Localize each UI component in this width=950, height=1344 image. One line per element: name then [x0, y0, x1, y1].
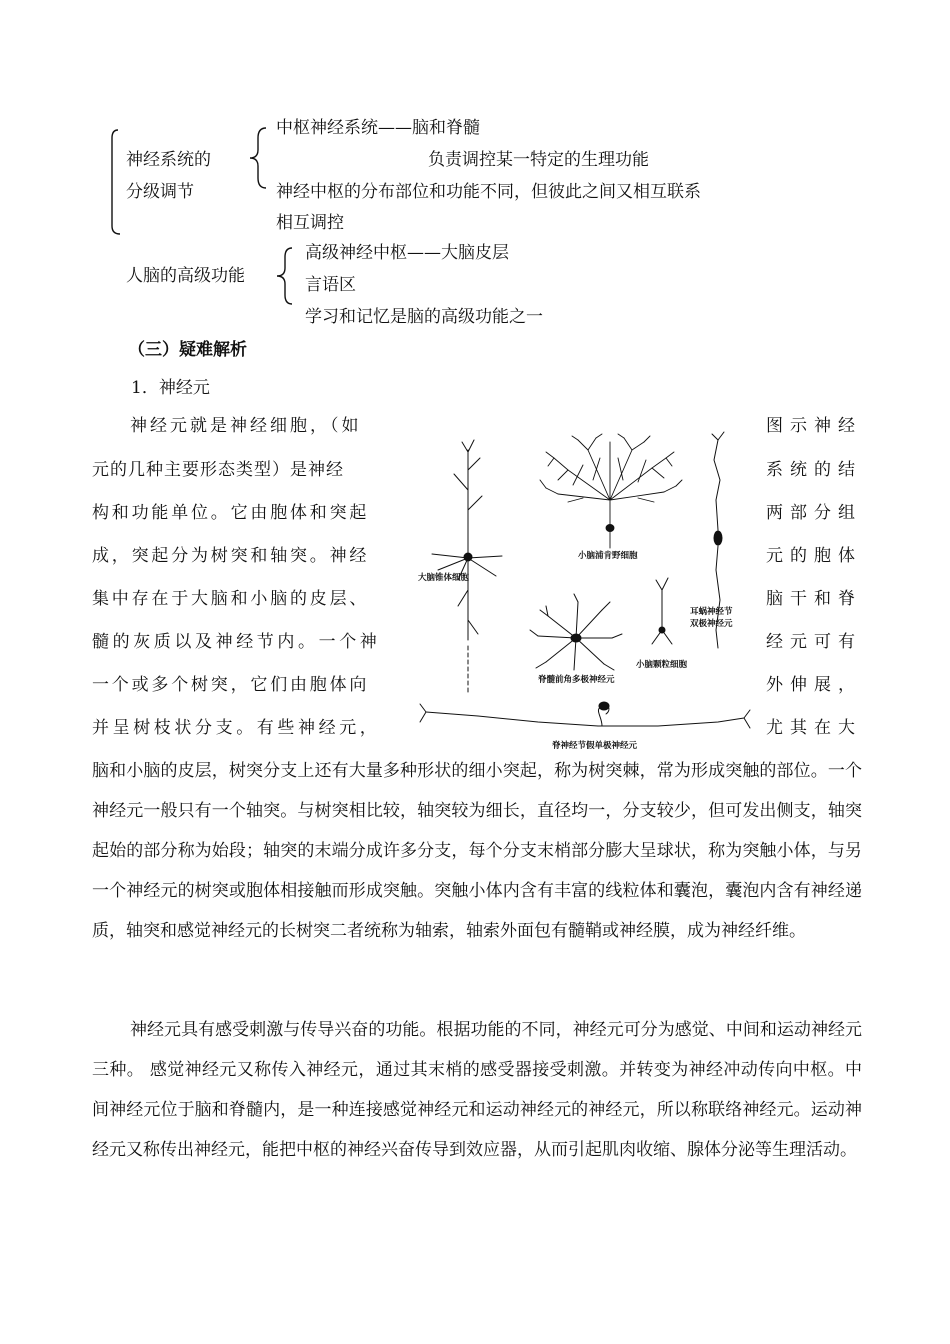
pyramidal-cell	[432, 440, 502, 692]
wrap-right-line-0: 图示神经	[766, 416, 862, 436]
wrap-right-line-6: 外伸展，	[766, 675, 862, 695]
neuron-types-figure	[418, 430, 750, 760]
wrap-left-line-6: 一个或多个树突，它们由胞体向	[92, 675, 370, 695]
paragraph-1-continued: 脑和小脑的皮层，树突分支上还有大量多种形状的细小突起，称为树突棘，常为形成突触的部位。一个神经元一般只有一个轴突。与树突相比较，轴突较为细长，直径均一，分支较少，但可发出侧支，轴突起始的部分称为始段；轴突的末端分成许多分支，每个分支末梢部分膨大呈球状，称为突触小体，与另一个神经元的树突或胞体相接触而形成突触。突触小体内含有丰富的线粒体和囊泡，囊泡内含有神经递质，轴突和感觉神经元的长树突二者统称为轴索，轴索外面包有髓鞘或神经膜，成为神经纤维。	[92, 761, 862, 941]
wrap-left-line-7: 并呈树枝状分支。有些神经元，	[92, 718, 381, 738]
outline-group1-item4-clip	[276, 209, 576, 233]
outline-group2-item2: 言语区	[305, 275, 356, 295]
wrap-right-line-1: 系统的结	[766, 460, 862, 480]
wrap-right-line-4: 脑干和脊	[766, 589, 862, 609]
outline-group2-label: 人脑的高级功能	[126, 266, 245, 286]
wrap-right-line-7: 尤其在大	[766, 718, 862, 738]
wrap-left-line-2: 构和功能单位。它由胞体和突起	[92, 503, 370, 523]
purkinje-cell	[540, 434, 682, 548]
section-heading: （三）疑难解析	[128, 340, 247, 360]
wrap-left-line-0: 神经元就是神经细胞，（如	[130, 416, 362, 436]
wrap-left-line-4: 集中存在于大脑和小脑的皮层、	[92, 589, 370, 609]
pseudounipolar-neuron	[420, 702, 750, 728]
neuron-illustration	[418, 430, 750, 760]
fig-label-granule: 小脑颗粒细胞	[636, 660, 688, 670]
outline-group1-item4: 相互调控	[276, 213, 344, 233]
fig-label-bipolar-2: 双极神经元	[690, 619, 733, 629]
outline-group2-item3: 学习和记忆是脑的高级功能之一	[305, 307, 543, 327]
wrap-left-line-5: 髓的灰质以及神经节内。一个神	[92, 632, 381, 652]
wrap-left-line-1: 元的几种主要形态类型）是神经	[92, 460, 344, 480]
fig-label-pyramidal: 大脑锥体细胞	[418, 573, 470, 583]
group1-brace	[244, 126, 274, 190]
multipolar-neuron	[530, 594, 622, 670]
outline-group2-item1: 高级神经中枢——大脑皮层	[305, 243, 509, 263]
wrap-right-line-2: 两部分组	[766, 503, 862, 523]
fig-label-purkinje: 小脑浦肯野细胞	[578, 551, 638, 561]
wrap-right-line-5: 经元可有	[766, 632, 862, 652]
group2-brace	[270, 244, 300, 308]
fig-label-bipolar-1: 耳蜗神经节	[690, 607, 733, 617]
outline-group2-item3-clip	[305, 302, 605, 327]
wrap-left-line-3: 成，突起分为树突和轴突。神经	[92, 546, 370, 566]
fig-label-multipolar: 脊髓前角多极神经元	[538, 675, 615, 685]
granule-cell	[652, 578, 672, 644]
wrap-right-line-3: 元的胞体	[766, 546, 862, 566]
outline-group1-item2: 负责调控某一特定的生理功能	[428, 150, 649, 170]
outline-group1-item3: 神经中枢的分布部位和功能不同，但彼此之间又相互联系	[276, 182, 701, 202]
outline-group1-label-line1: 神经系统的	[126, 150, 211, 170]
fig-label-pseudounipolar: 脊神经节假单极神经元	[552, 741, 638, 751]
outer-brace	[104, 128, 124, 238]
paragraph-2: 神经元具有感受刺激与传导兴奋的功能。根据功能的不同，神经元可分为感觉、中间和运动神经元三种。 感觉神经元又称传入神经元，通过其末梢的感受器接受刺激。并转变为神经冲动传向中枢。中间神经元位于脑和脊髓内，是一种连接感觉神经元和运动神经元的神经元，所以称联络神经元。运动神经元又称传出神经元，能把中枢的神经兴奋传导到效应器，从而引起肌肉收缩、腺体分泌等生理活动。	[92, 1020, 862, 1160]
subheading-neuron: 1．神经元	[131, 378, 210, 398]
outline-group1-item1: 中枢神经系统——脑和脊髓	[276, 118, 480, 138]
outline-group1-label-line2: 分级调节	[126, 182, 194, 202]
